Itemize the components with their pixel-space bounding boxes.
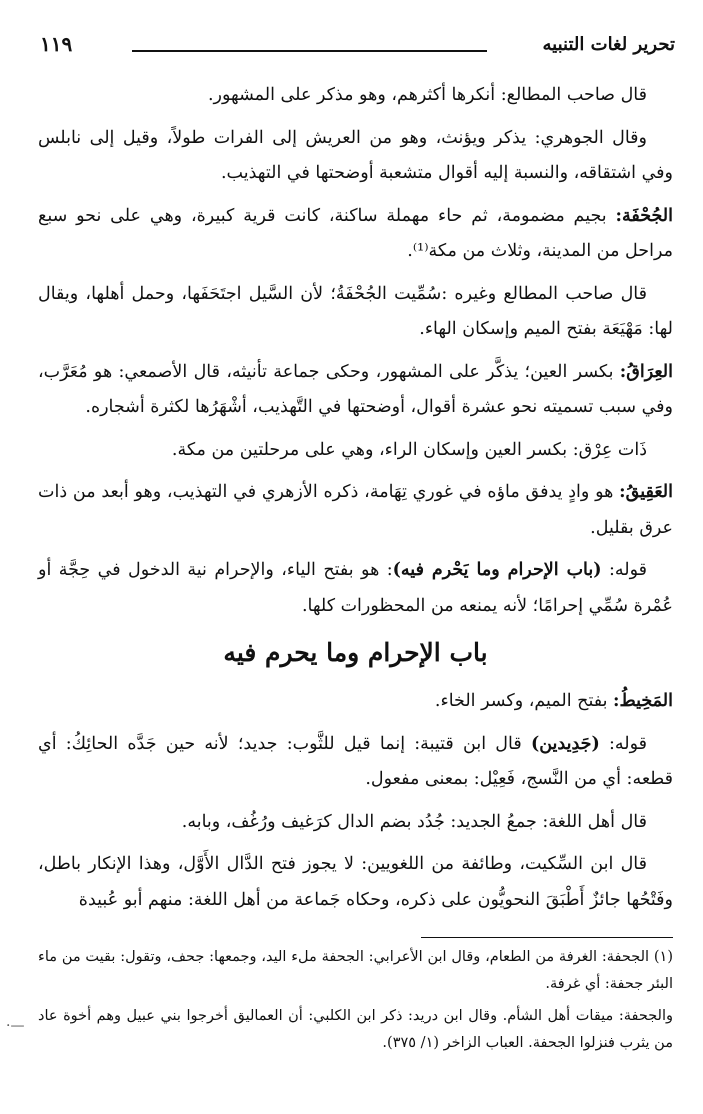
footnote-rule bbox=[421, 937, 673, 938]
entry-paragraph bbox=[38, 553, 673, 624]
section-heading: باب الإحرام وما يحرم فيه bbox=[223, 638, 488, 667]
header-rule bbox=[132, 50, 487, 52]
paragraph: قال ابن السِّكيت، وطائفة من اللغويين: لا يجوز فتح الدَّال الأَوَّل، وهذا الإنكار باطل، وفَتْحُها جائزٌ أَطْبَقَ النحويُّون على ذكره، وحكاه جَماعة من أهل اللغة: منهم أبو عُبيدة bbox=[38, 854, 673, 910]
quoted-lemma: (جَدِيدين) bbox=[530, 733, 600, 754]
paragraph: ذَات عِرْق: بكسر العين وإسكان الراء، وهي على مرحلتين من مكة. bbox=[171, 439, 647, 460]
entry-text: هو وادٍ يدفق ماؤه في غوري تِهَامة، ذكره الأزهري في التهذيب، وهو أبعد من ذات عرق بقليل. bbox=[38, 482, 673, 538]
paragraph: قال صاحب المطالع: أنكرها أكثرهم، وهو مذكر على المشهور. bbox=[207, 85, 647, 105]
entry-text: بفتح الميم، وكسر الخاء. bbox=[434, 691, 614, 711]
quote-prefix: قوله: bbox=[599, 733, 647, 754]
footnote: (١) الجحفة: الغرفة من الطعام، وقال ابن الأعرابي: الجحفة ملء اليد، وجمعها: جحف، وتقول: بقيت من ماء البئر جحفة: أي غرفة. bbox=[38, 949, 673, 992]
quote-prefix: قوله: bbox=[601, 560, 647, 580]
main-text bbox=[38, 78, 673, 925]
entry-text: : هو بفتح الياء، والإحرام نية الدخول في حِجَّة أو عُمْرة سُمِّي إحرامًا؛ لأنه يمنعه من المحظورات كلها. bbox=[38, 560, 673, 616]
paragraph: قال صاحب المطالع وغيره :سُمِّيت الجُحْفَةُ؛ لأن السَّيل اجتَحَفَها، وحمل أهلها، ويقال لها: مَهْيَعَة بفتح الميم وإسكان الهاء. bbox=[38, 283, 673, 339]
footnote: والجحفة: ميقات أهل الشأم. وقال ابن دريد: ذكر ابن الكلبي: أن العماليق أخرجوا بني عبيل وهم أخوة عاد من يثرب فنزلوا الجحفة. العباب الزاخر (١/ ٣٧٥). bbox=[38, 1008, 673, 1051]
paragraph: وقال الجوهري: يذكر ويؤنث، وهو من العريش إلى الفرات طولاً، وقيل إلى نابلس وفي اشتقاقه، والنسبة إليه أقوال متشعبة أوضحتها في التهذيب. bbox=[38, 127, 673, 183]
entry-headword: العِرَاقُ: bbox=[619, 361, 673, 382]
entry-text: بجيم مضمومة، ثم حاء مهملة ساكنة، كانت قرية كبيرة، وهي على نحو سبع مراحل من المدينة، وثلاث من مكة⁽¹⁾. bbox=[38, 205, 673, 261]
footnotes bbox=[38, 944, 673, 1062]
entry-text: قال ابن قتيبة: إنما قيل للثَّوب: جديد؛ لأنه حين جَدَّه الحائِكُ: أي قطعه: أي من النَّسج، فَعِيْل: بمعنى مفعول. bbox=[38, 733, 673, 789]
entry-headword: الجُحْفَة: bbox=[615, 205, 673, 226]
paragraph: قال أهل اللغة: جمعُ الجديد: جُدُد بضم الدال كرَغيف ورُغُف، وبابه. bbox=[181, 811, 647, 832]
entry-paragraph bbox=[38, 475, 673, 546]
margin-mark: ·— bbox=[6, 1018, 25, 1034]
entry-text: بكسر العين؛ يذكَّر على المشهور، وحكى جماعة تأنيثه، قال الأصمعي: هو مُعَرَّب، وفي سبب تسميته نحو عشرة أقوال، أوضحتها في التَّهذيب، أشْهَرُها لكثرة أشجاره. bbox=[38, 361, 673, 417]
page-number: ١١٩ bbox=[40, 32, 73, 56]
entry-paragraph bbox=[38, 355, 673, 426]
entry-paragraph bbox=[38, 684, 673, 720]
entry-headword: العَقِيقُ: bbox=[619, 482, 673, 502]
book-title: تحرير لغات التنبيه bbox=[542, 34, 675, 55]
page-header bbox=[40, 30, 675, 64]
entry-paragraph bbox=[38, 199, 673, 270]
quoted-lemma: (باب الإحرام وما يَحْرم فيه) bbox=[392, 560, 602, 580]
entry-headword: المَخِيطُ: bbox=[613, 691, 673, 711]
entry-paragraph bbox=[38, 727, 673, 798]
